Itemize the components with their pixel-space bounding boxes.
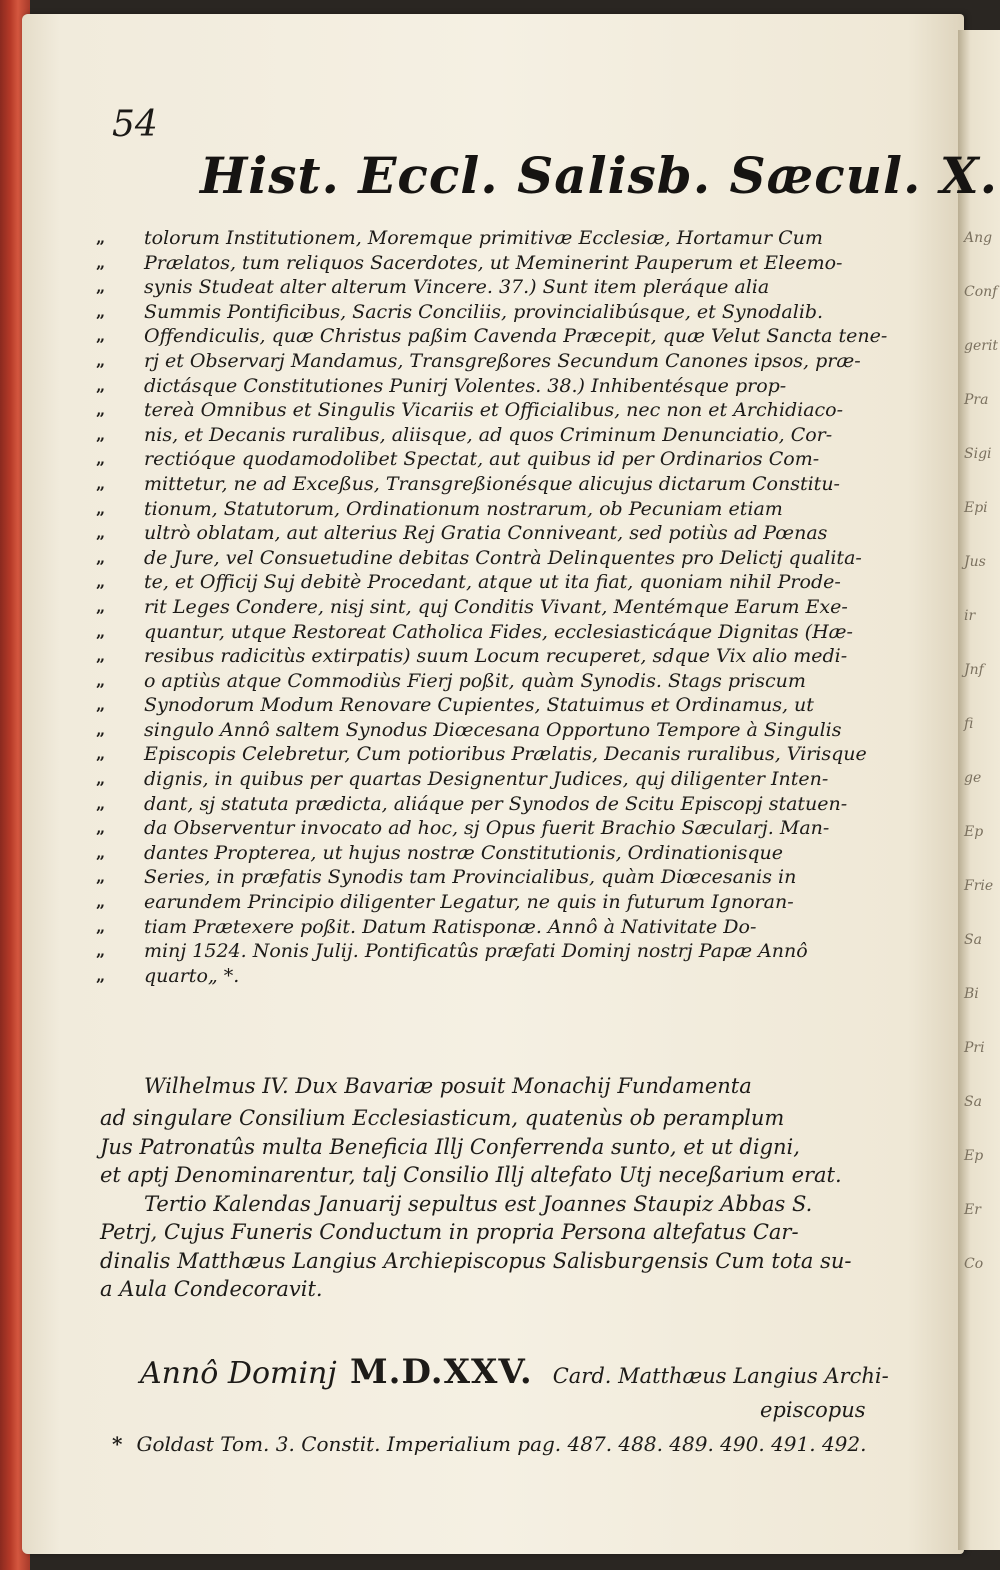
paragraph-line: dinalis Matthæus Langius Archiepiscopus Salisburgensis Cum tota su- bbox=[100, 1248, 852, 1273]
quote-line bbox=[96, 693, 942, 718]
facing-page-fragment: Sa bbox=[964, 1094, 982, 1110]
quote-mark: „ bbox=[96, 277, 106, 297]
quote-mark: „ bbox=[96, 621, 106, 641]
quote-line bbox=[96, 915, 942, 940]
quote-line bbox=[96, 792, 942, 817]
facing-page-fragment: Conf bbox=[964, 284, 998, 300]
quote-mark: „ bbox=[96, 301, 106, 321]
quote-mark: „ bbox=[96, 695, 106, 715]
quote-mark: „ bbox=[96, 744, 106, 764]
quote-line bbox=[96, 300, 942, 325]
quote-line bbox=[96, 497, 942, 522]
quote-line bbox=[96, 890, 942, 915]
facing-page-fragment: fi bbox=[964, 716, 974, 732]
paragraph-line: Tertio Kalendas Januarij sepultus est Joannes Staupiz Abbas S. bbox=[144, 1191, 813, 1216]
quote-line-text: Episcopis Celebretur, Cum potioribus Prælatis, Decanis ruralibus, Virisque bbox=[144, 743, 867, 766]
quote-line-text: ultrò oblatam, aut alterius Rej Gratia Conniveant, sed potiùs ad Pœnas bbox=[144, 522, 828, 545]
paragraph-line: Jus Patronatûs multa Beneficia Illj Conferrenda sunto, et ut digni, bbox=[100, 1134, 800, 1159]
facing-page-fragment: Epi bbox=[964, 500, 988, 516]
quote-line bbox=[96, 644, 942, 669]
quote-line-text: earundem Principio diligenter Legatur, ne quis in futurum Ignoran- bbox=[144, 891, 794, 914]
quote-mark: „ bbox=[96, 228, 106, 247]
quote-line bbox=[96, 324, 942, 349]
chronicle-text bbox=[100, 1068, 942, 1304]
quote-line bbox=[96, 374, 942, 399]
footnote bbox=[112, 1432, 942, 1456]
quote-line-text: synis Studeat alter alterum Vincere. 37.) Sunt item pleráque alia bbox=[144, 276, 770, 299]
quote-mark: „ bbox=[96, 941, 106, 961]
quote-line-text: Summis Pontificibus, Sacris Conciliis, provincialibúsque, et Synodalib. bbox=[144, 300, 824, 323]
facing-page-fragment: Sigi bbox=[964, 446, 992, 462]
quote-line bbox=[96, 865, 942, 890]
facing-page-fragment: Co bbox=[964, 1256, 984, 1272]
facing-page-fragment: Pri bbox=[964, 1040, 985, 1056]
quote-line-text: rj et Observarj Mandamus, Transgreßores Secundum Canones ipsos, præ- bbox=[144, 349, 861, 372]
quote-mark: „ bbox=[96, 596, 106, 616]
year-heading-roman: M.D.XXV. bbox=[350, 1352, 533, 1392]
quote-line-text: nis, et Decanis ruralibus, aliisque, ad quos Criminum Denunciatio, Cor- bbox=[144, 423, 833, 446]
quote-mark: „ bbox=[96, 424, 106, 444]
paragraph-line: ad singulare Consilium Ecclesiasticum, quatenùs ob peramplum bbox=[100, 1106, 785, 1130]
quote-line-text: tionum, Statutorum, Ordinationum nostrarum, ob Pecuniam etiam bbox=[144, 497, 783, 520]
quote-line-text: tolorum Institutionem, Moremque primitivæ Ecclesiæ, Hortamur Cum bbox=[144, 227, 823, 249]
quote-line bbox=[96, 521, 942, 546]
quote-mark: „ bbox=[96, 350, 106, 370]
quote-mark: „ bbox=[96, 400, 106, 420]
quote-mark: „ bbox=[96, 326, 106, 346]
quote-line bbox=[96, 472, 942, 497]
facing-page-fragment: gerit bbox=[964, 338, 999, 354]
quote-mark: „ bbox=[96, 498, 106, 518]
quote-line bbox=[96, 423, 942, 448]
quote-line-text: singulo Annô saltem Synodus Diœcesana Opportuno Tempore à Singulis bbox=[144, 718, 842, 741]
quote-mark: „ bbox=[96, 719, 106, 739]
facing-page-fragment: Jnf bbox=[964, 662, 984, 678]
facing-page-fragment: Er bbox=[964, 1202, 981, 1218]
quote-mark: „ bbox=[96, 842, 106, 862]
quote-mark: „ bbox=[96, 547, 106, 567]
quote-line-text: quantur, utque Restoreat Catholica Fides, ecclesiasticáque Dignitas (Hæ- bbox=[144, 620, 853, 643]
quote-line bbox=[96, 620, 942, 645]
quote-mark: „ bbox=[96, 449, 106, 469]
quote-line-text: tereà Omnibus et Singulis Vicariis et Officialibus, nec non et Archidiaco- bbox=[144, 399, 844, 422]
year-heading bbox=[140, 1352, 930, 1392]
year-heading-tail: Card. Matthæus Langius Archi- bbox=[552, 1364, 889, 1388]
quote-mark: „ bbox=[96, 818, 106, 838]
quote-line-text: rit Leges Condere, nisj sint, quj Conditis Vivant, Mentémque Earum Exe- bbox=[144, 595, 848, 618]
quote-line bbox=[96, 742, 942, 767]
quote-line bbox=[96, 767, 942, 792]
quote-mark: „ bbox=[96, 867, 106, 887]
quote-line-text: o aptiùs atque Commodiùs Fierj poßit, quàm Synodis. Stags priscum bbox=[144, 669, 806, 692]
quote-line bbox=[96, 718, 942, 743]
quote-mark: „ bbox=[96, 375, 106, 395]
quote-line bbox=[96, 669, 942, 694]
facing-page-fragment: Frie bbox=[964, 878, 994, 894]
quote-line-text: tiam Prætexere poßit. Datum Ratisponæ. Annô à Nativitate Do- bbox=[144, 915, 757, 938]
running-title: Hist. Eccl. Salisb. Sæcul. X. bbox=[200, 146, 999, 205]
facing-page-fragment: Bi bbox=[964, 986, 979, 1002]
quote-line-text: quarto„ *. bbox=[144, 964, 240, 987]
quote-mark: „ bbox=[96, 646, 106, 666]
quote-line bbox=[96, 939, 942, 964]
quote-line-text: da Observentur invocato ad hoc, sj Opus fuerit Brachio Sæcularj. Man- bbox=[144, 817, 830, 840]
quote-line-text: dictásque Constitutiones Punirj Volentes. 38.) Inhibentésque prop- bbox=[144, 374, 787, 397]
quote-line bbox=[96, 546, 942, 571]
quote-line bbox=[96, 816, 942, 841]
quote-line-text: dignis, in quibus per quartas Designentur Judices, quj diligenter Inten- bbox=[144, 768, 829, 791]
quote-mark: „ bbox=[96, 892, 106, 912]
quote-mark: „ bbox=[96, 769, 106, 789]
quote-line-text: Series, in præfatis Synodis tam Provincialibus, quàm Diœcesanis in bbox=[144, 866, 797, 889]
quote-line-text: dant, sj statuta prædicta, aliáque per Synodos de Scitu Episcopj statuen- bbox=[144, 792, 848, 815]
paragraph-line: Petrj, Cujus Funeris Conductum in propria Persona altefatus Car- bbox=[100, 1220, 799, 1244]
footnote-mark: * bbox=[112, 1432, 123, 1456]
quote-line bbox=[96, 398, 942, 423]
facing-page-fragment: Ep bbox=[964, 1148, 984, 1164]
facing-page-fragment: ge bbox=[964, 770, 982, 786]
quote-line-text: Synodorum Modum Renovare Cupientes, Statuimus et Ordinamus, ut bbox=[144, 694, 814, 717]
quote-line bbox=[96, 964, 942, 989]
quote-line bbox=[96, 570, 942, 595]
facing-page-fragment: Pra bbox=[964, 392, 989, 408]
quote-mark: „ bbox=[96, 965, 106, 985]
year-heading-lead: Annô Dominj bbox=[140, 1356, 337, 1391]
facing-page-fragment: Ang bbox=[964, 230, 993, 246]
quote-line-text: rectióque quodamodolibet Spectat, aut quibus id per Ordinarios Com- bbox=[144, 448, 820, 471]
year-heading-tail-continued: episcopus bbox=[760, 1398, 866, 1422]
quote-line-text: Offendiculis, quæ Christus paßim Cavenda Præcepit, quæ Velut Sancta tene- bbox=[144, 325, 888, 348]
quote-line bbox=[96, 251, 942, 276]
facing-page-edge bbox=[958, 30, 1000, 1550]
quote-mark: „ bbox=[96, 670, 106, 690]
facing-page-fragment: ir bbox=[964, 608, 976, 624]
paragraph-line: a Aula Condecoravit. bbox=[100, 1277, 323, 1301]
quote-mark: „ bbox=[96, 473, 106, 493]
facing-page-fragment: Ep bbox=[964, 824, 984, 840]
quote-mark: „ bbox=[96, 916, 106, 936]
paragraph-line: Wilhelmus IV. Dux Bavariæ posuit Monachij Fundamenta bbox=[144, 1074, 752, 1098]
quote-line bbox=[96, 349, 942, 374]
facing-page-fragment: Sa bbox=[964, 932, 982, 948]
quote-line-text: mittetur, ne ad Exceßus, Transgreßionésque alicujus dictarum Constitu- bbox=[144, 472, 840, 495]
quote-line bbox=[96, 841, 942, 866]
quote-line-text: resibus radicitùs extirpatis) suum Locum recuperet, sdque Vix alio medi- bbox=[144, 645, 848, 668]
quote-mark: „ bbox=[96, 793, 106, 813]
quote-line-text: minj 1524. Nonis Julij. Pontificatûs præfati Dominj nostrj Papæ Annô bbox=[144, 940, 808, 963]
quoted-constitution-text bbox=[96, 226, 942, 988]
quote-mark: „ bbox=[96, 523, 106, 543]
quote-line-text: dantes Propterea, ut hujus nostræ Constitutionis, Ordinationisque bbox=[144, 841, 783, 864]
quote-line bbox=[96, 595, 942, 620]
quote-mark: „ bbox=[96, 572, 106, 592]
paragraph-line: et aptj Denominarentur, talj Consilio Illj altefato Utj neceßarium erat. bbox=[100, 1163, 842, 1187]
footnote-text: Goldast Tom. 3. Constit. Imperialium pag. 487. 488. 489. 490. 491. 492. bbox=[136, 1432, 867, 1456]
quote-line-text: Prælatos, tum reliquos Sacerdotes, ut Meminerint Pauperum et Eleemo- bbox=[144, 251, 843, 274]
quote-line bbox=[96, 447, 942, 472]
quote-line-text: te, et Officij Suj debitè Procedant, atque ut ita fiat, quoniam nihil Prode- bbox=[144, 571, 841, 594]
quote-line-text: de Jure, vel Consuetudine debitas Contrà Delinquentes pro Delictj qualita- bbox=[144, 546, 862, 569]
page-number: 54 bbox=[112, 104, 158, 145]
quote-line bbox=[96, 275, 942, 300]
quote-line bbox=[96, 226, 942, 251]
quote-mark: „ bbox=[96, 252, 106, 272]
facing-page-fragment: Jus bbox=[964, 554, 986, 570]
